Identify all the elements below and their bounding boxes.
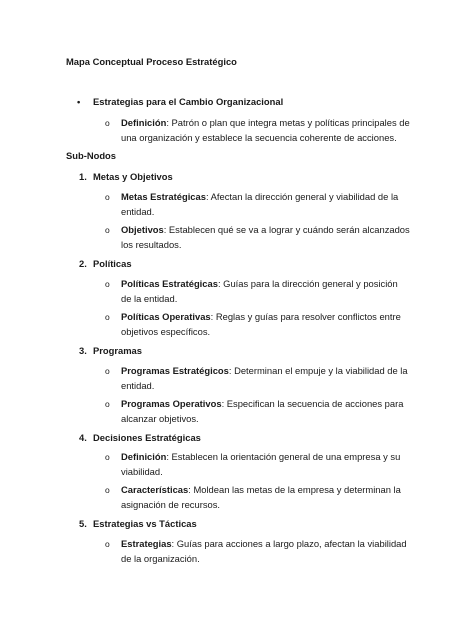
- section-title: Programas: [93, 345, 142, 356]
- list-item: [105, 277, 410, 306]
- item-key: Programas Estratégicos: [121, 365, 229, 376]
- list-item: [105, 310, 410, 339]
- document-title: Mapa Conceptual Proceso Estratégico: [66, 56, 237, 67]
- item-value: : Afectan la dirección general y viabilidad de la entidad.: [121, 191, 399, 217]
- item-text: [121, 483, 410, 512]
- main-bullet-definition: [105, 116, 410, 145]
- list-item: [105, 483, 410, 512]
- sub-bullet-marker: o: [105, 312, 110, 322]
- sub-bullet-marker: o: [105, 452, 110, 462]
- item-key: Programas Operativos: [121, 398, 222, 409]
- section-number: 4.: [79, 432, 87, 443]
- section-number: 3.: [79, 345, 87, 356]
- item-value: : Guías para acciones a largo plazo, afectan la viabilidad de la organización.: [121, 538, 407, 564]
- list-item: [105, 450, 410, 479]
- subnodes-heading: Sub-Nodos: [66, 150, 116, 161]
- section-title: Metas y Objetivos: [93, 171, 173, 182]
- item-value: : Establecen la orientación general de una empresa y su viabilidad.: [121, 451, 401, 477]
- item-key: Características: [121, 484, 189, 495]
- item-text: [121, 277, 410, 306]
- list-item: [105, 190, 410, 219]
- item-value: : Moldean las metas de la empresa y determinan la asignación de recursos.: [121, 484, 401, 510]
- sub-bullet-marker: o: [105, 279, 110, 289]
- sub-bullet-marker: o: [105, 485, 110, 495]
- list-item: [105, 397, 410, 426]
- item-key: Definición: [121, 451, 167, 462]
- item-text: [121, 364, 410, 393]
- bullet-marker: •: [77, 96, 81, 107]
- item-value: : Especifican la secuencia de acciones para alcanzar objetivos.: [121, 398, 404, 424]
- item-value: : Guías para la dirección general y posición de la entidad.: [121, 278, 398, 304]
- list-item: [105, 223, 410, 252]
- section-title: Políticas: [93, 258, 132, 269]
- item-text: [121, 190, 410, 219]
- section-number: 2.: [79, 258, 87, 269]
- sub-bullet-marker: o: [105, 399, 110, 409]
- main-bullet-label: Estrategias para el Cambio Organizacional: [93, 96, 284, 107]
- section-title: Estrategias vs Tácticas: [93, 518, 197, 529]
- definition-value: : Patrón o plan que integra metas y políticas principales de una organización y establece la secuencia coherente de acciones.: [121, 117, 410, 143]
- section-title: Decisiones Estratégicas: [93, 432, 201, 443]
- item-key: Metas Estratégicas: [121, 191, 206, 202]
- list-item: [105, 537, 410, 566]
- item-value: : Reglas y guías para resolver conflictos entre objetivos específicos.: [121, 311, 401, 337]
- sub-bullet-marker: o: [105, 225, 110, 235]
- sub-bullet-marker: o: [105, 192, 110, 202]
- item-value: : Establecen qué se va a lograr y cuándo serán alcanzados los resultados.: [121, 224, 410, 250]
- sub-bullet-marker: o: [105, 539, 110, 549]
- item-text: [121, 310, 410, 339]
- item-text: [121, 537, 410, 566]
- item-key: Objetivos: [121, 224, 164, 235]
- item-text: [121, 223, 410, 252]
- item-key: Estrategias: [121, 538, 172, 549]
- sub-bullet-marker: o: [105, 118, 110, 128]
- definition-key: Definición: [121, 117, 167, 128]
- section-number: 1.: [79, 171, 87, 182]
- item-key: Políticas Operativas: [121, 311, 211, 322]
- section-number: 5.: [79, 518, 87, 529]
- definition-text: [121, 116, 410, 145]
- item-text: [121, 450, 410, 479]
- sub-bullet-marker: o: [105, 366, 110, 376]
- item-text: [121, 397, 410, 426]
- list-item: [105, 364, 410, 393]
- item-key: Políticas Estratégicas: [121, 278, 218, 289]
- item-value: : Determinan el empuje y la viabilidad de la entidad.: [121, 365, 408, 391]
